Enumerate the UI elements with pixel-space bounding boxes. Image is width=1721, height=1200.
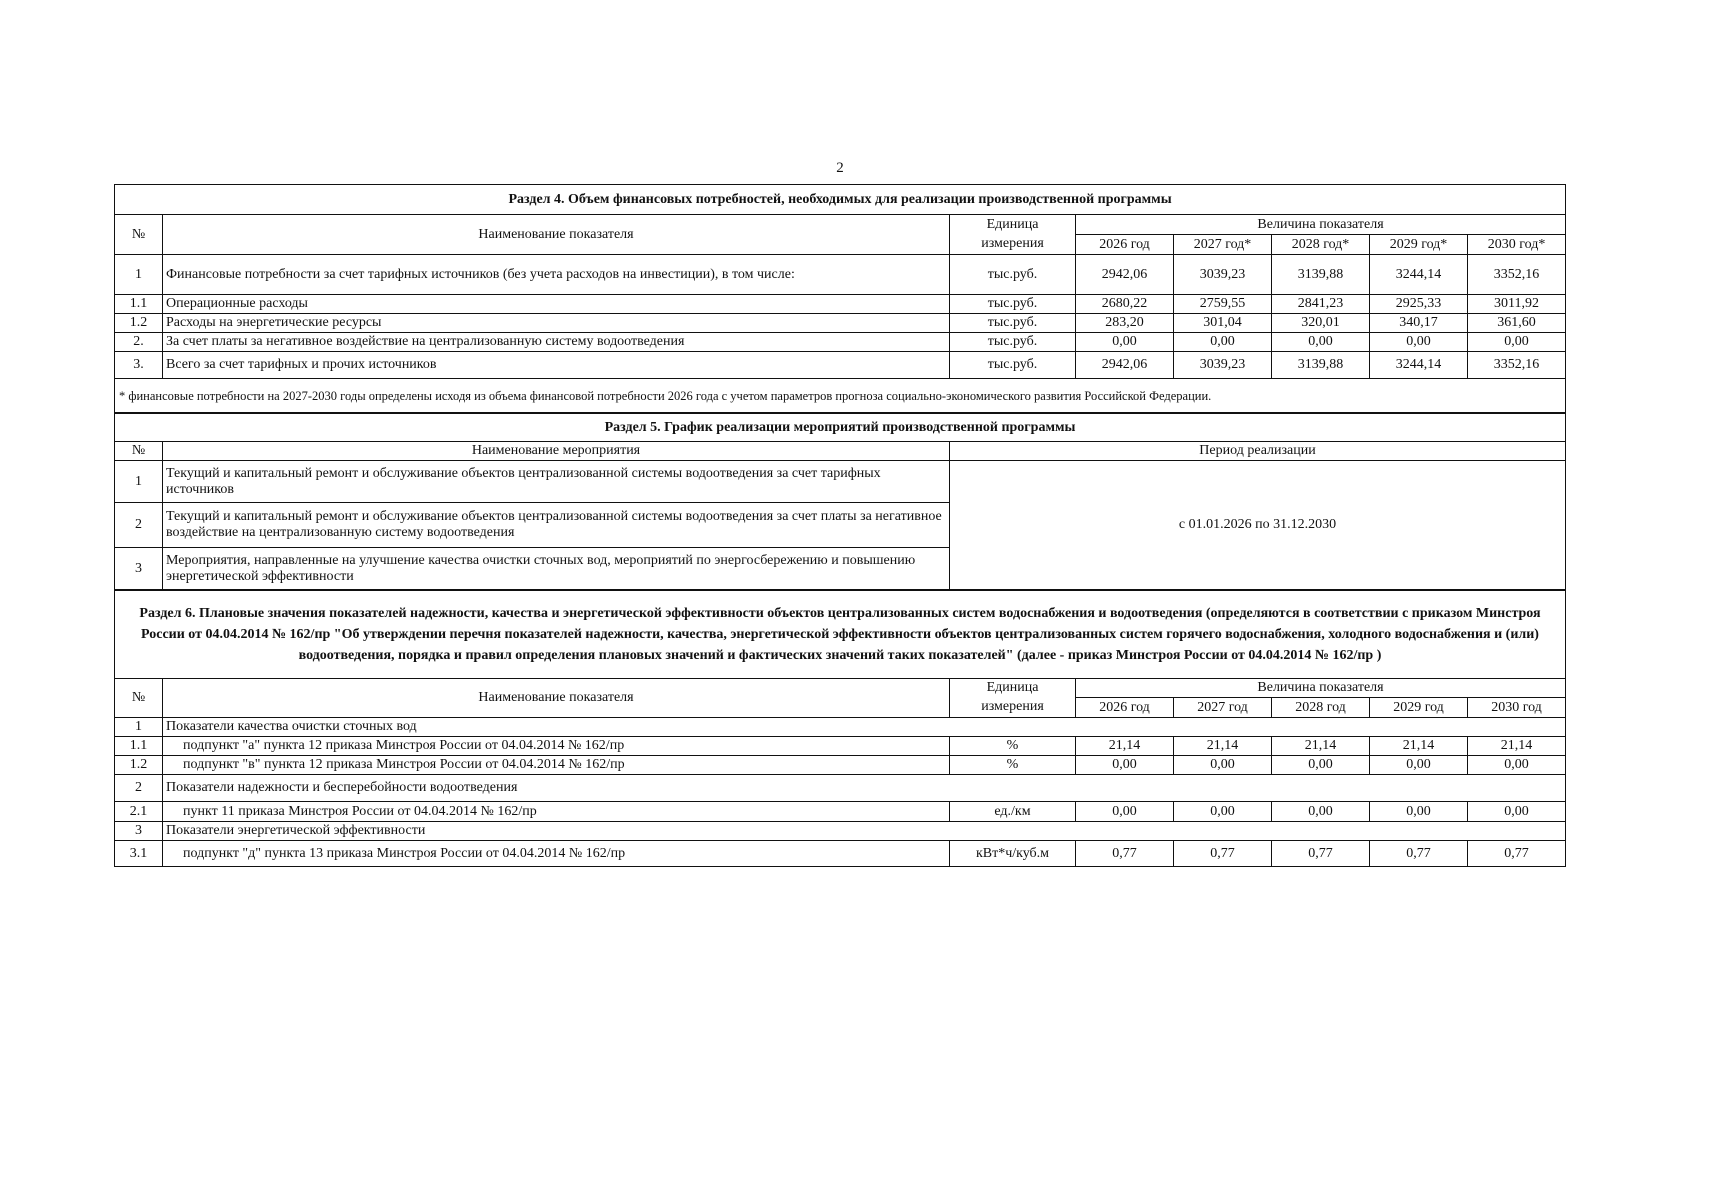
row-value: 0,00	[1076, 333, 1174, 352]
table-row	[115, 737, 1566, 756]
group-name: Показатели надежности и бесперебойности водоотведения	[163, 775, 1566, 802]
row-name: Текущий и капитальный ремонт и обслуживание объектов централизованной системы водоотведения за счет тарифных источников	[163, 461, 950, 503]
period-cell: с 01.01.2026 по 31.12.2030	[950, 461, 1566, 590]
row-value: 3011,92	[1468, 295, 1566, 314]
year-header: 2029 год*	[1370, 235, 1468, 255]
row-value: 0,00	[1468, 756, 1566, 775]
table-row	[115, 295, 1566, 314]
year-header: 2027 год*	[1174, 235, 1272, 255]
row-num: 2.1	[115, 802, 163, 822]
table-row	[115, 255, 1566, 295]
col-value-header: Величина показателя	[1076, 215, 1566, 235]
row-name: пункт 11 приказа Минстроя России от 04.04.2014 № 162/пр	[163, 802, 950, 822]
group-row	[115, 718, 1566, 737]
group-row	[115, 775, 1566, 802]
row-num: 1	[115, 461, 163, 503]
section6-table	[114, 590, 1566, 867]
row-name: Текущий и капитальный ремонт и обслуживание объектов централизованной системы водоотведения за счет платы за негативное воздействие на централизованную систему водоотведения	[163, 503, 950, 548]
table-row	[115, 461, 1566, 503]
section4-table	[114, 184, 1566, 413]
group-name: Показатели качества очистки сточных вод	[163, 718, 1566, 737]
row-value: 21,14	[1076, 737, 1174, 756]
row-num: 1	[115, 718, 163, 737]
year-header: 2028 год	[1272, 698, 1370, 718]
row-value: 2942,06	[1076, 352, 1174, 379]
row-value: 0,00	[1468, 333, 1566, 352]
row-value: 3352,16	[1468, 255, 1566, 295]
row-num: 1.2	[115, 756, 163, 775]
row-value: 0,00	[1174, 333, 1272, 352]
row-num: 3	[115, 548, 163, 590]
page-number: 2	[836, 160, 844, 176]
col-unit-header: Единица	[950, 215, 1076, 235]
group-name: Показатели энергетической эффективности	[163, 822, 1566, 841]
row-value: 3244,14	[1370, 352, 1468, 379]
row-value: 3139,88	[1272, 352, 1370, 379]
section4-title: Раздел 4. Объем финансовых потребностей, необходимых для реализации производственной программы	[115, 185, 1566, 215]
row-unit: тыс.руб.	[950, 295, 1076, 314]
row-value: 0,00	[1174, 756, 1272, 775]
row-value: 2925,33	[1370, 295, 1468, 314]
row-unit: тыс.руб.	[950, 314, 1076, 333]
row-value: 2841,23	[1272, 295, 1370, 314]
year-header: 2029 год	[1370, 698, 1468, 718]
section4-footnote: * финансовые потребности на 2027-2030 годы определены исходя из объема финансовой потребности 2026 года с учетом параметров прогноза социально-экономического развития Российской Федерации.	[115, 379, 1566, 413]
row-value: 21,14	[1468, 737, 1566, 756]
year-header: 2026 год	[1076, 698, 1174, 718]
row-value: 361,60	[1468, 314, 1566, 333]
row-value: 0,00	[1370, 802, 1468, 822]
row-value: 21,14	[1174, 737, 1272, 756]
row-num: 1	[115, 255, 163, 295]
row-name: Всего за счет тарифных и прочих источников	[163, 352, 950, 379]
col-unit-header-2: измерения	[950, 235, 1076, 255]
row-value: 340,17	[1370, 314, 1468, 333]
row-value: 0,00	[1076, 802, 1174, 822]
row-value: 0,77	[1370, 841, 1468, 867]
row-num: 3	[115, 822, 163, 841]
row-num: 1.2	[115, 314, 163, 333]
row-unit: ед./км	[950, 802, 1076, 822]
year-header: 2026 год	[1076, 235, 1174, 255]
col-unit-header: Единица	[950, 679, 1076, 698]
col-num-header: №	[115, 442, 163, 461]
row-name: Финансовые потребности за счет тарифных источников (без учета расходов на инвестиции), в том числе:	[163, 255, 950, 295]
row-value: 3352,16	[1468, 352, 1566, 379]
row-value: 283,20	[1076, 314, 1174, 333]
row-value: 2942,06	[1076, 255, 1174, 295]
row-value: 3139,88	[1272, 255, 1370, 295]
row-value: 21,14	[1370, 737, 1468, 756]
row-unit: %	[950, 737, 1076, 756]
group-row	[115, 822, 1566, 841]
row-value: 0,00	[1272, 802, 1370, 822]
col-name-header: Наименование показателя	[163, 215, 950, 255]
row-value: 0,77	[1076, 841, 1174, 867]
col-num-header: №	[115, 215, 163, 255]
section5-title: Раздел 5. График реализации мероприятий производственной программы	[115, 414, 1566, 442]
row-num: 2.	[115, 333, 163, 352]
row-unit: тыс.руб.	[950, 333, 1076, 352]
col-value-header: Величина показателя	[1076, 679, 1566, 698]
row-value: 0,00	[1174, 802, 1272, 822]
col-name-header: Наименование показателя	[163, 679, 950, 718]
row-name: подпункт "в" пункта 12 приказа Минстроя России от 04.04.2014 № 162/пр	[163, 756, 950, 775]
col-period-header: Период реализации	[950, 442, 1566, 461]
row-num: 1.1	[115, 295, 163, 314]
table-row	[115, 841, 1566, 867]
row-value: 0,00	[1272, 756, 1370, 775]
year-header: 2028 год*	[1272, 235, 1370, 255]
table-row	[115, 802, 1566, 822]
year-header: 2030 год*	[1468, 235, 1566, 255]
row-num: 1.1	[115, 737, 163, 756]
row-unit: кВт*ч/куб.м	[950, 841, 1076, 867]
col-num-header: №	[115, 679, 163, 718]
row-value: 320,01	[1272, 314, 1370, 333]
year-header: 2030 год	[1468, 698, 1566, 718]
row-value: 3039,23	[1174, 255, 1272, 295]
year-header: 2027 год	[1174, 698, 1272, 718]
row-value: 0,00	[1370, 756, 1468, 775]
row-value: 0,77	[1174, 841, 1272, 867]
row-unit: тыс.руб.	[950, 352, 1076, 379]
row-num: 2	[115, 503, 163, 548]
row-value: 0,77	[1468, 841, 1566, 867]
row-num: 3.1	[115, 841, 163, 867]
section6-title: Раздел 6. Плановые значения показателей надежности, качества и энергетической эффективности объектов централизованных систем водоснабжения и водоотведения (определяются в соответствии с приказом Минстроя России от 04.04.2014 № 162/пр "Об утверждении перечня показателей надежности, качества, энергетической эффективности объектов централизованных систем горячего водоснабжения, холодного водоснабжения и (или) водоотведения, порядка и правил определения плановых значений и фактических значений таких показателей" (далее - приказ Минстроя России от 04.04.2014 № 162/пр )	[115, 591, 1566, 679]
table-row	[115, 333, 1566, 352]
row-name: Расходы на энергетические ресурсы	[163, 314, 950, 333]
row-value: 0,00	[1370, 333, 1468, 352]
row-value: 0,77	[1272, 841, 1370, 867]
row-name: Операционные расходы	[163, 295, 950, 314]
row-name: подпункт "д" пункта 13 приказа Минстроя России от 04.04.2014 № 162/пр	[163, 841, 950, 867]
row-value: 21,14	[1272, 737, 1370, 756]
row-value: 0,00	[1468, 802, 1566, 822]
row-value: 0,00	[1076, 756, 1174, 775]
document-tables	[114, 184, 1565, 867]
row-value: 0,00	[1272, 333, 1370, 352]
row-name: подпункт "а" пункта 12 приказа Минстроя России от 04.04.2014 № 162/пр	[163, 737, 950, 756]
row-name: За счет платы за негативное воздействие на централизованную систему водоотведения	[163, 333, 950, 352]
table-row	[115, 314, 1566, 333]
row-value: 2680,22	[1076, 295, 1174, 314]
row-value: 3039,23	[1174, 352, 1272, 379]
section5-table	[114, 413, 1566, 590]
col-name-header: Наименование мероприятия	[163, 442, 950, 461]
row-value: 301,04	[1174, 314, 1272, 333]
row-unit: %	[950, 756, 1076, 775]
row-unit: тыс.руб.	[950, 255, 1076, 295]
row-num: 3.	[115, 352, 163, 379]
row-num: 2	[115, 775, 163, 802]
row-value: 3244,14	[1370, 255, 1468, 295]
col-unit-header-2: измерения	[950, 698, 1076, 718]
row-value: 2759,55	[1174, 295, 1272, 314]
table-row	[115, 756, 1566, 775]
table-row	[115, 352, 1566, 379]
row-name: Мероприятия, направленные на улучшение качества очистки сточных вод, мероприятий по энергосбережению и повышению энергетической эффективности	[163, 548, 950, 590]
